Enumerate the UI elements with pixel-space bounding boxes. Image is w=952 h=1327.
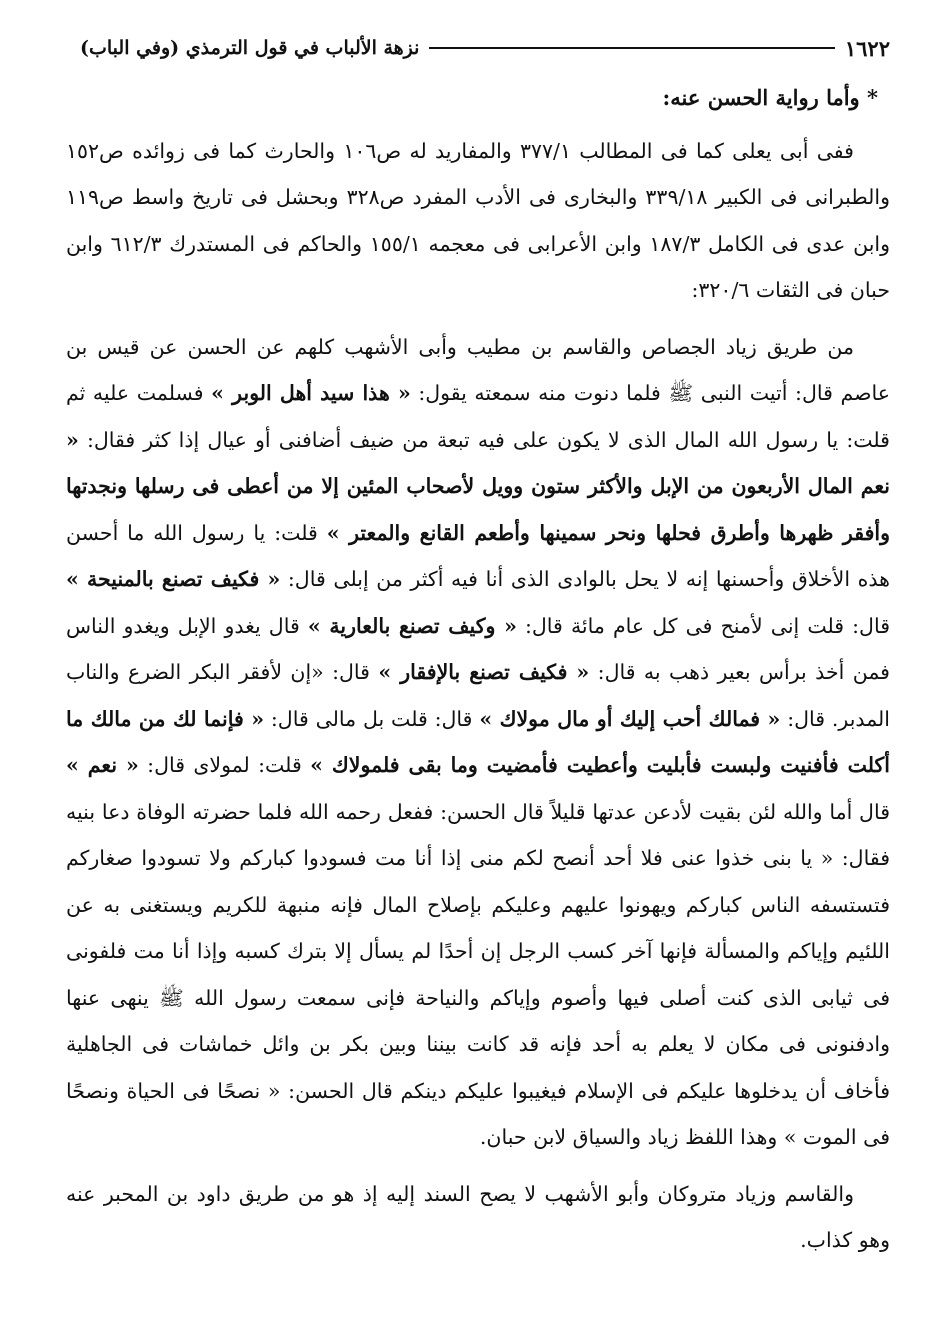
quote-segment: « فكيف تصنع بالإفقار »	[378, 660, 590, 684]
quote-segment: « فمالك أحب إليك أو مال مولاك »	[479, 706, 781, 731]
quote-segment: « فإنما لك من مالك ما أكلت فأفنيت ولبست فأبليت وأعطيت فأمضيت وما بقى فلمولاك »	[66, 706, 890, 777]
text-segment: قال: «إن لأفقر البكر الضرع والناب المدبر. قال:	[66, 660, 890, 731]
text-segment: وهذا اللفظ زياد والسياق لابن حبان.	[479, 1125, 784, 1149]
header-title: نزهة الألباب في قول الترمذي (وفي الباب)	[80, 37, 420, 59]
quote-segment: « نصحًا فى الحياة ونصحًا فى الموت »	[66, 1078, 890, 1149]
text-segment: فسلمت عليه ثم قلت: يا رسول الله المال الذى لا يكون على فيه تبعة من ضيف أضافنى أو عيال إذا كثر فقال:	[66, 381, 890, 452]
text-segment: قال الحسن:	[280, 1078, 401, 1103]
section-heading: * وأما رواية الحسن عنه:	[662, 85, 878, 110]
quote-segment: « هذا سيد أهل الوبر »	[211, 381, 411, 405]
paragraph-sources	[66, 128, 890, 314]
text-segment: ففى أبى يعلى كما فى المطالب ٣٧٧/١ والمفاريد له ص١٠٦ والحارث كما فى زوائده ص١٥٢ والطبرانى فى الكبير ٣٣٩/١٨ والبخارى فى الأدب المفرد ص٣٢٨ وبحشل فى تاريخ واسط ص١١٩ وابن عدى فى الكامل ١٨٧/٣ وابن الأعرابى فى معجمه ١٥٥/١ والحاكم فى المستدرك ٦١٢/٣ وابن حبان فى الثقات ٣٢٠/٦:	[66, 138, 890, 302]
header-rule	[429, 47, 834, 49]
text-segment: قلت: يا رسول الله ما أحسن هذه الأخلاق وأحسنها إنه لا يحل بالوادى الذى أنا فيه أكثر من إبلى قال:	[66, 520, 890, 591]
text-segment: قلت: لمولاى قال:	[138, 753, 311, 777]
quote-segment: « نعم »	[66, 753, 139, 777]
paragraph-hadith	[66, 324, 890, 1161]
page-body	[66, 82, 890, 1264]
quote-segment: « نعم المال الأربعون من الإبل والأكثر ستون وويل لأصحاب المئين إلا من أعطى فى رسلها ونجدتها وأفقر ظهرها وأطرق فحلها ونحر سمينها وأطعم القانع والمعتر »	[66, 427, 890, 545]
quote-segment: « فكيف تصنع بالمنيحة »	[66, 567, 281, 591]
text-segment: قال: قلت إنى لأمنح فى كل عام مائة قال:	[516, 613, 891, 638]
text-segment: قال أما والله لئن بقيت لأدعن عدتها قليلاً قال الحسن: ففعل رحمه الله فلما حضرته الوفاة دعا بنيه فقال:	[66, 799, 890, 870]
quote-segment: « يا بنى خذوا عنى فلا أحد أنصح لكم منى إذا أنا مت فسودوا كباركم ولا تسودوا صغاركم فتستسفه الناس كباركم ويهونوا عليهم وعليكم بإصلاح المال فإنه منبهة للكريم ويستغنى به عن اللئيم وإياكم والمسألة فإنها آخر كسب الرجل إن أحدًا لم يسأل إلا بترك كسبه وإذا أنا مت فلفونى فى ثيابى الذى كنت أصلى فيها وأصوم وإياكم والنياحة فإنى سمعت رسول الله ﷺ ينهى عنها وادفنونى فى مكان لا يعلم به أحد فإنه قد كانت بيننا وبين بكر بن وائل خماشات فى الجاهلية فأخاف أن يدخلوها عليكم فى الإسلام فيغيبوا عليكم دينكم	[66, 846, 890, 1103]
text-segment: من طريق زياد الجصاص والقاسم بن مطيب وأبى الأشهب كلهم عن الحسن عن قيس بن عاصم قال: أتيت النبى ﷺ فلما دنوت منه سمعته يقول:	[66, 334, 890, 405]
text-segment: والقاسم وزياد متروكان وأبو الأشهب لا يصح السند إليه إذ هو من طريق داود بن المحبر عنه وهو كذاب.	[66, 1181, 890, 1252]
paragraph-grading	[66, 1171, 890, 1264]
quote-segment: « وكيف تصنع بالعارية »	[307, 613, 517, 638]
running-header	[66, 28, 890, 68]
text-segment: قال يغدو الإبل ويغدو الناس فمن أخذ برأس بعير ذهب به قال:	[66, 613, 890, 684]
text-segment: قال: قلت بل مالى قال:	[264, 706, 480, 731]
page-number: ١٦٢٢	[844, 35, 890, 61]
